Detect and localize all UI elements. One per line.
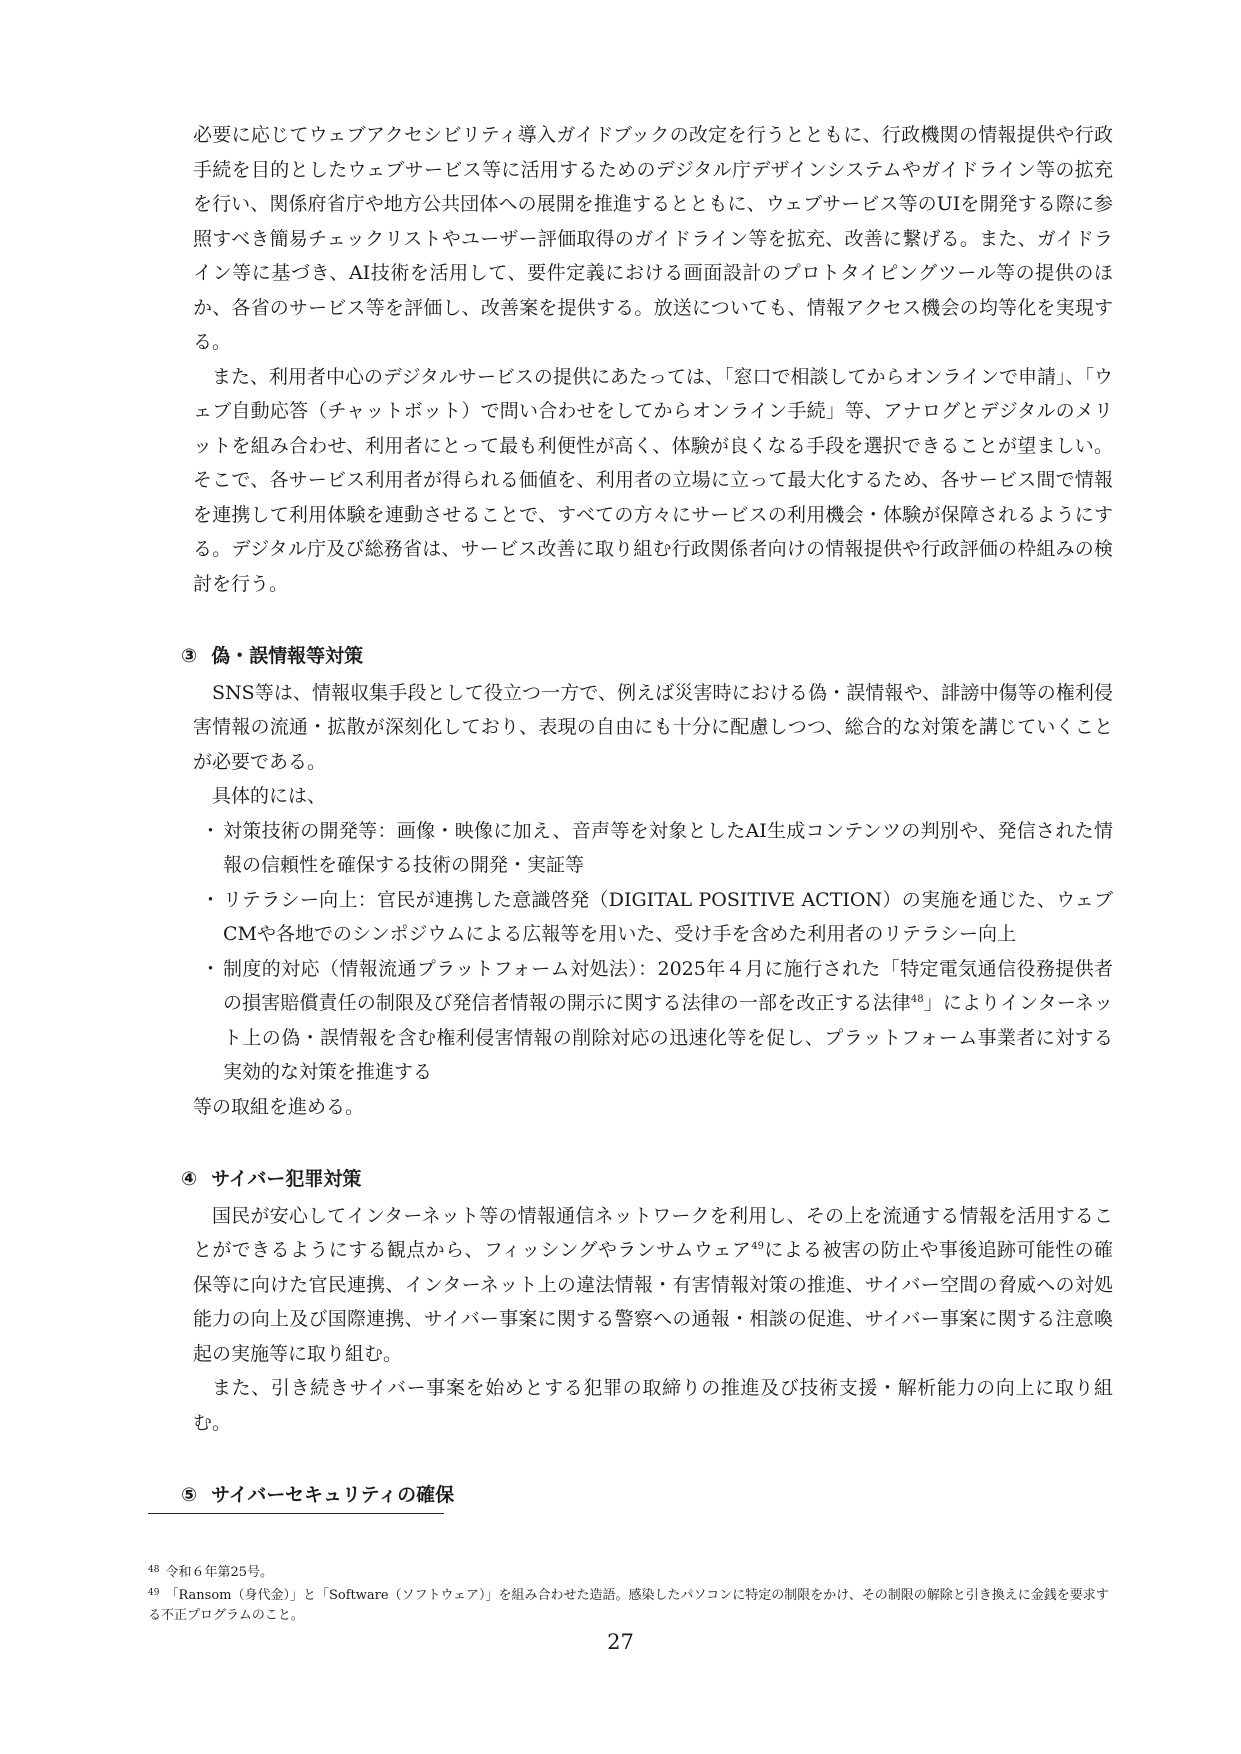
footnote-divider bbox=[148, 1513, 444, 1514]
section-3-paragraph-2: 具体的には、 bbox=[212, 785, 327, 807]
footnotes bbox=[148, 1560, 1118, 1626]
intro-paragraph-1: 必要に応じてウェブアクセシビリティ導入ガイドブックの改定を行うとともに、行政機関の情報提供や行政手続を目的としたウェブサービス等に活用するためのデジタル庁デザインシステムやガイドライン等の拡充を行い、関係府省庁や地方公共団体への展開を推進するとともに、ウェブサービス等のUIを開発する際に参照すべき簡易チェックリストやユーザー評価取得のガイドライン等を拡充、改善に繋げる。また、ガイドライン等に基づき、AI技術を活用して、要件定義における画面設計のプロトタイピングツール等の提供のほか、各省のサービス等を評価し、改善案を提供する。放送についても、情報アクセス機会の均等化を実現する。 bbox=[193, 124, 1113, 353]
bullet-item bbox=[193, 952, 1113, 1090]
intro-paragraph-2: また、利用者中心のデジタルサービスの提供にあたっては、「窓口で相談してからオンラインで申請」、「ウェブ自動応答（チャットボット）で問い合わせをしてからオンライン手続」等、アナログとデジタルのメリットを組み合わせ、利用者にとって最も利便性が高く、体験が良くなる手段を選択できることが望ましい。そこで、各サービス利用者が得られる価値を、利用者の立場に立って最大化するため、各サービス間で情報を連携して利用体験を連動させることで、すべての方々にサービスの利用機会・体験が保障されるようにする。デジタル庁及び総務省は、サービス改善に取り組む行政関係者向けの情報提供や行政評価の枠組みの検討を行う。 bbox=[193, 365, 1113, 595]
footnote-49 bbox=[148, 1583, 1118, 1626]
section-5-title: サイバーセキュリティの確保 bbox=[211, 1484, 455, 1506]
footnote-number: 49 bbox=[148, 1588, 160, 1598]
section-3-bullet-list bbox=[193, 814, 1113, 1090]
bullet-item bbox=[193, 883, 1113, 952]
section-3-heading bbox=[181, 639, 1113, 674]
footnote-48 bbox=[148, 1560, 1118, 1583]
section-4-number: ④ bbox=[181, 1168, 198, 1190]
footnote-text: 「Ransom（身代金）」と「Software（ソフトウェア）」を組み合わせた造語。感染したパソコンに特定の制限をかけ、その制限の解除と引き換えに金銭を要求する不正プログラムのこと。 bbox=[148, 1588, 1109, 1623]
section-3-title: 偽・誤情報等対策 bbox=[211, 645, 364, 667]
footnote-number: 48 bbox=[148, 1565, 160, 1575]
bullet-text: 制度的対応（情報流通プラットフォーム対処法）：2025年４月に施行された「特定電気通信役務提供者の損害賠償責任の制限及び発信者情報の開示に関する法律の一部を改正する法律 bbox=[223, 957, 1113, 1014]
footnote-text: 令和６年第25号。 bbox=[165, 1565, 273, 1580]
footnote-reference-48[interactable]: 48 bbox=[910, 994, 924, 1005]
section-5-heading bbox=[181, 1478, 1113, 1513]
bullet-mark: ・ bbox=[201, 957, 221, 980]
page-number: 27 bbox=[607, 1630, 634, 1654]
bullet-text-continued: 」によりインターネット上の偽・誤情報を含む権利侵害情報の削除対応の迅速化等を促し、プラットフォーム事業者に対する実効的な対策を推進する bbox=[223, 992, 1113, 1083]
section-4-paragraph-2: また、引き続きサイバー事案を始めとする犯罪の取締りの推進及び技術支援・解析能力の向上に取り組む。 bbox=[193, 1377, 1113, 1434]
bullet-text: 対策技術の開発等：画像・映像に加え、音声等を対象としたAI生成コンテンツの判別や、発信された情報の信頼性を確保する技術の開発・実証等 bbox=[223, 819, 1113, 876]
section-4-paragraph-1 bbox=[193, 1199, 1113, 1372]
bullet-mark: ・ bbox=[201, 888, 221, 911]
section-3-closing: 等の取組を進める。 bbox=[193, 1095, 365, 1118]
section-3-number: ③ bbox=[181, 645, 198, 667]
section-4-heading bbox=[181, 1162, 1113, 1197]
section-4-paragraph-1-continued: による被害の防止や事後追跡可能性の確保等に向けた官民連携、インターネット上の違法情報・有害情報対策の推進、サイバー空間の脅威への対処能力の向上及び国際連携、サイバー事案に関する警察への通報・相談の促進、サイバー事案に関する注意喚起の実施等に取り組む。 bbox=[193, 1239, 1113, 1365]
bullet-text: リテラシー向上：官民が連携した意識啓発（DIGITAL POSITIVE ACTION）の実施を通じた、ウェブCMや各地でのシンポジウムによる広報等を用いた、受け手を含めた利用者のリテラシー向上 bbox=[223, 888, 1113, 945]
bullet-item bbox=[193, 814, 1113, 883]
section-4-title: サイバー犯罪対策 bbox=[211, 1168, 362, 1190]
section-5-number: ⑤ bbox=[181, 1484, 198, 1506]
footnote-reference-49[interactable]: 49 bbox=[751, 1241, 764, 1252]
page-body bbox=[181, 118, 1113, 1515]
section-3-paragraph-1: SNS等は、情報収集手段として役立つ一方で、例えば災害時における偽・誤情報や、誹謗中傷等の権利侵害情報の流通・拡散が深刻化しており、表現の自由にも十分に配慮しつつ、総合的な対策を講じていくことが必要である。 bbox=[193, 681, 1113, 773]
section-4-paragraph-1-text: 国民が安心してインターネット等の情報通信ネットワークを利用し、その上を流通する情報を活用することができるようにする観点から、フィッシングやランサムウェア bbox=[193, 1204, 1113, 1261]
bullet-mark: ・ bbox=[201, 819, 221, 842]
